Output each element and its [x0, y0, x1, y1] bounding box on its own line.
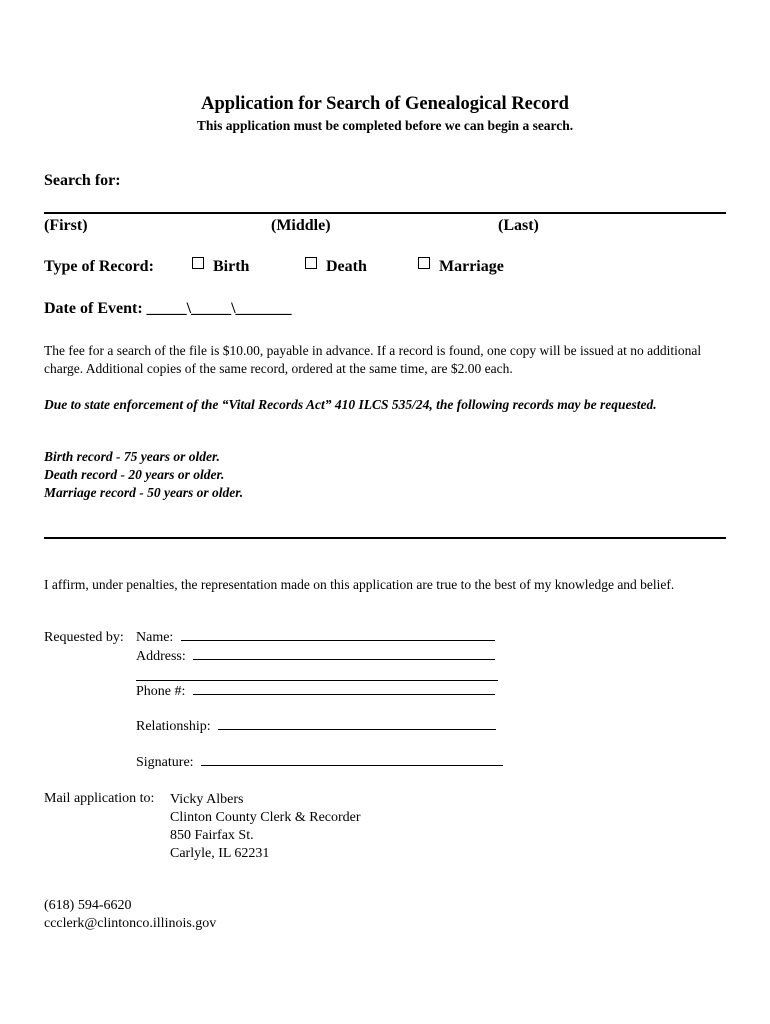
fee-paragraph: The fee for a search of the file is $10.00, payable in advance. If a record is found, one copy will be issued at no additional charge. Additional copies of the same record, ordered at the same time, are $2.00 each. [44, 343, 702, 376]
relationship-row [136, 719, 496, 735]
birth-checkbox[interactable] [192, 257, 204, 269]
middle-name-label: (Middle) [271, 217, 331, 234]
death-option[interactable] [305, 257, 367, 276]
search-for-label: Search for: [44, 172, 121, 189]
requested-by-label: Requested by: [44, 630, 124, 645]
date-of-event-label: Date of Event: [44, 300, 143, 317]
marriage-record-rule: Marriage record - 50 years or older. [44, 485, 244, 500]
address-row [136, 649, 495, 665]
birth-label: Birth [213, 258, 250, 275]
mail-recipient: Vicky Albers [170, 792, 244, 807]
signature-label: Signature: [136, 755, 194, 770]
birth-record-rule: Birth record - 75 years or older. [44, 449, 220, 464]
phone-field[interactable] [193, 693, 495, 695]
contact-phone: (618) 594-6620 [44, 898, 132, 913]
marriage-checkbox[interactable] [418, 257, 430, 269]
date-of-event-row [44, 300, 292, 318]
mail-office: Clinton County Clerk & Recorder [170, 810, 361, 825]
name-label: Name: [136, 630, 174, 645]
address-field[interactable] [193, 658, 495, 660]
mail-address-block [170, 791, 361, 863]
date-of-event-field[interactable]: _____\_____\_______ [146, 300, 292, 317]
name-line[interactable] [44, 212, 726, 214]
contact-email[interactable]: ccclerk@clintonco.illinois.gov [44, 916, 217, 931]
address-label: Address: [136, 649, 186, 664]
phone-row [136, 684, 495, 700]
signature-row [136, 755, 503, 771]
relationship-field[interactable] [218, 728, 496, 730]
contact-block [44, 897, 216, 933]
death-checkbox[interactable] [305, 257, 317, 269]
marriage-option[interactable] [418, 257, 504, 276]
page-subtitle: This application must be completed before we can begin a search. [196, 118, 574, 133]
last-name-label: (Last) [498, 217, 539, 234]
mail-street: 850 Fairfax St. [170, 828, 254, 843]
address-field-line-2[interactable] [136, 680, 498, 681]
mail-to-label: Mail application to: [44, 791, 155, 806]
page-title: Application for Search of Genealogical Record [201, 94, 569, 114]
record-age-list [44, 448, 243, 502]
first-name-label: (First) [44, 217, 88, 234]
birth-option[interactable] [192, 257, 249, 276]
death-label: Death [326, 258, 367, 275]
enforcement-paragraph: Due to state enforcement of the “Vital Records Act” 410 ILCS 535/24, the following records may be requested. [44, 397, 657, 412]
phone-label: Phone #: [136, 684, 186, 699]
name-row [136, 630, 495, 646]
relationship-label: Relationship: [136, 719, 211, 734]
section-divider [44, 537, 726, 539]
record-type-label: Type of Record: [44, 258, 154, 275]
name-field[interactable] [181, 639, 495, 641]
mail-city: Carlyle, IL 62231 [170, 846, 270, 861]
signature-field[interactable] [201, 764, 503, 766]
affirm-paragraph: I affirm, under penalties, the representation made on this application are true to the best of my knowledge and belief. [44, 577, 675, 592]
death-record-rule: Death record - 20 years or older. [44, 467, 225, 482]
marriage-label: Marriage [439, 258, 504, 275]
